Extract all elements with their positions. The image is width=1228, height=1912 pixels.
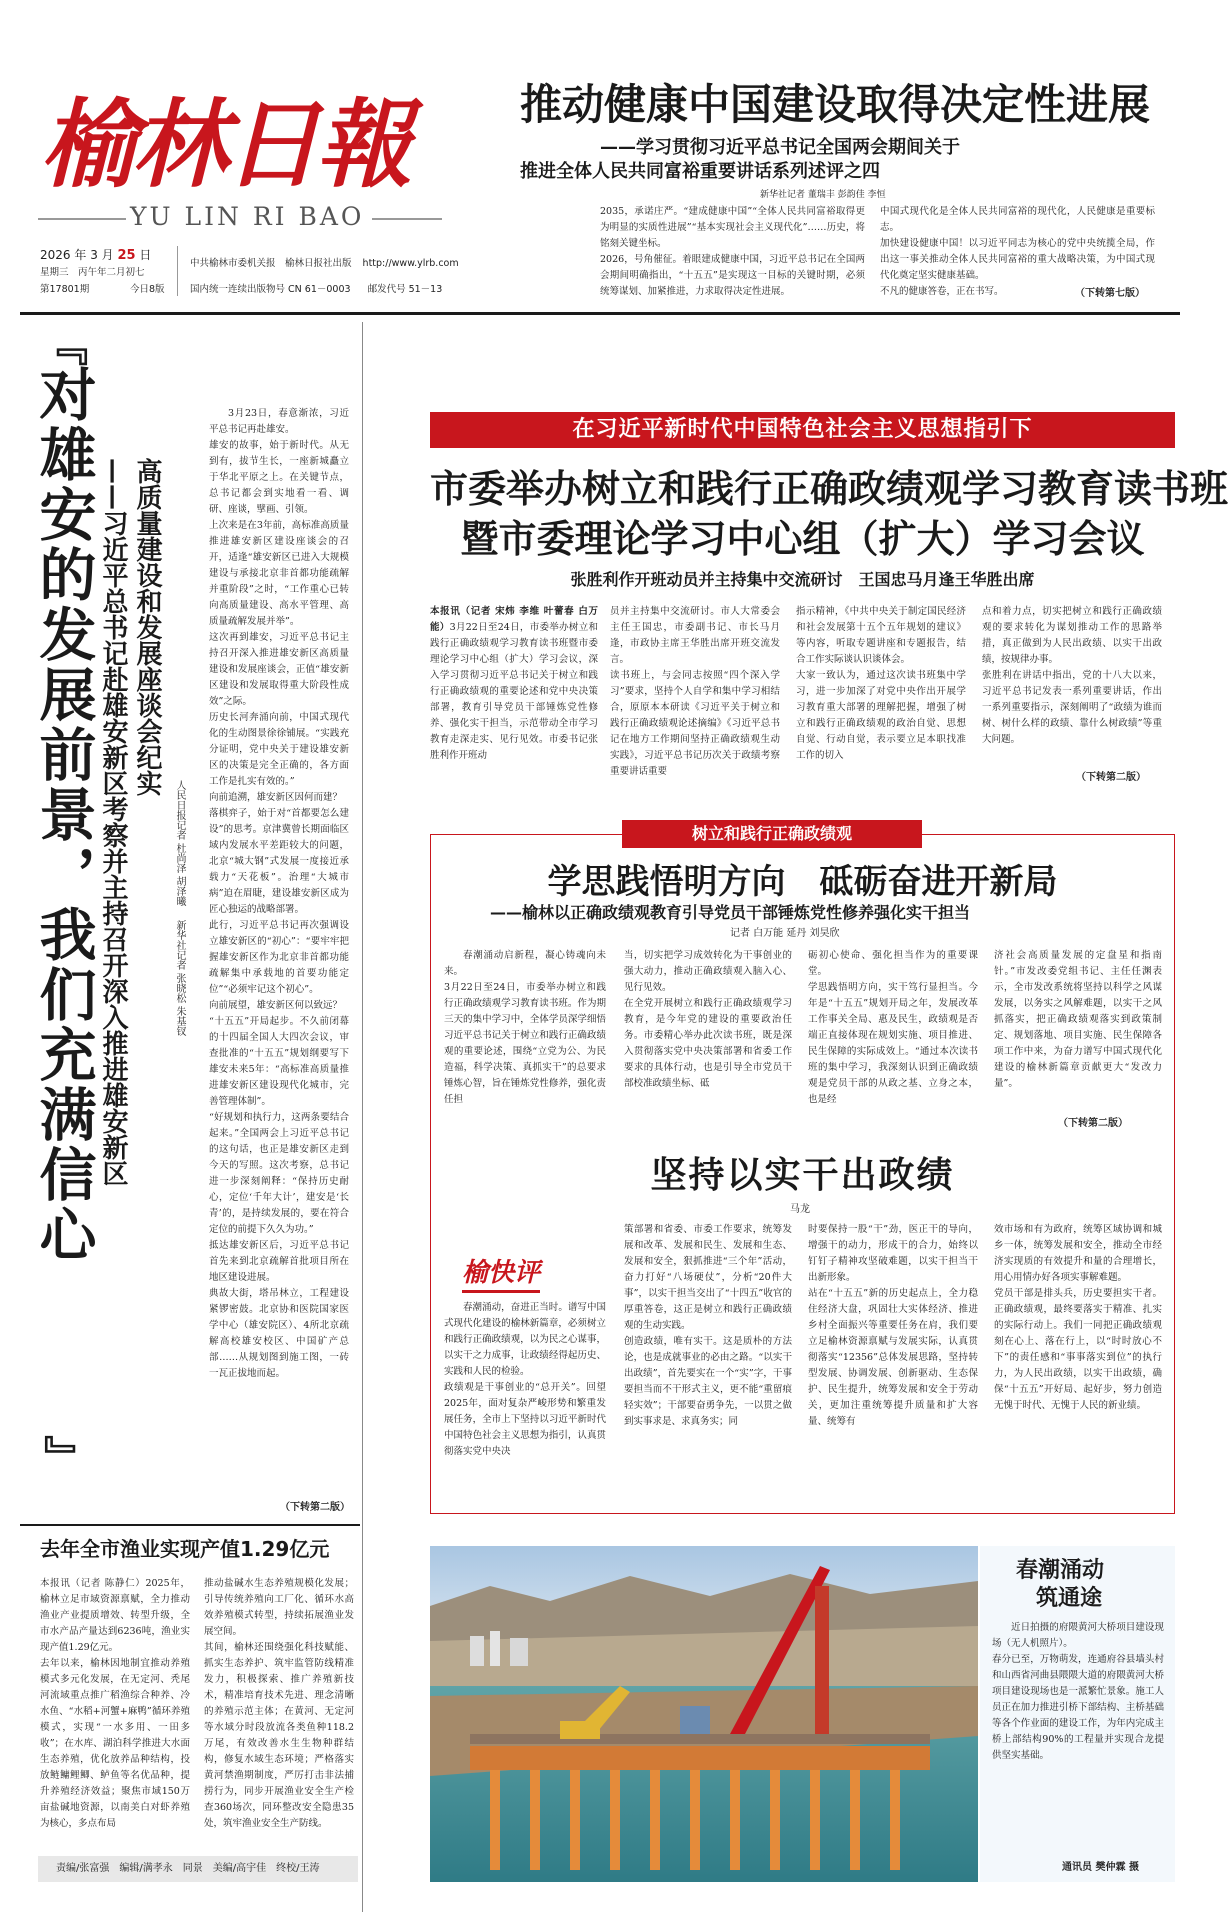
boxed-tag: 树立和践行正确政绩观 — [622, 820, 922, 848]
commentary-col2: 策部署和省委、市委工作要求，统筹发展和改革、发展和民生、发展和生态、发展和安全，狠抓推进“三个年”活动，奋力打好“八场硬仗”，分析“20件大事”，以实干担当交出了“十四五”收官的厚重答卷，这正是树立和践行正确政绩观的生动实践。 创造政绩，唯有实干。这是质朴的方法论，也是成就事业的必由之路。“以实干出政绩”，首先要实在一个“实”字，干事要担当而不干形式主义，更不能“重留痕轻实效”；干部要奋勇争先，一以贯之做到实事求是、求真务实；同 — [624, 1224, 792, 1427]
bridge-photo[interactable] — [430, 1546, 978, 1882]
photo-title-line1: 春潮涌动 — [1016, 1557, 1105, 1583]
publisher-info — [190, 256, 459, 272]
main-col1-text: 3月22日至24日，市委举办树立和践行正确政绩观学习教育读书班暨市委理论学习中心组（扩大）学习会议，深入学习贯彻习近平总书记关于树立和践行正确政绩观的重要论述和党中央决策部署，教育引导党员干部锤炼党性修养、强化实干担当，示范带动全市学习教育走深走实、见行见效。市委书记张胜利作开班动 — [430, 622, 598, 761]
boxed-col1: 春潮涌动启新程，凝心铸魂向未来。 3月22日至24日，市委举办树立和践行正确政绩观学习教育读书班。作为期三天的集中学习中，全体学员深学细悟习近平总书记关于树立和践行正确政绩观的重要论述，围绕“立党为公、为民造福，科学决策、真抓实干”的总要求锤炼心智，旨在锤炼党性修养，强化责任担 — [444, 950, 606, 1105]
main-title-line2[interactable]: 暨市委理论学习中心组（扩大）学习会议 — [460, 516, 1145, 561]
top-story-sub2: 推进全体人民共同富裕重要讲话系列述评之四 — [520, 161, 880, 182]
masthead-rule-right — [372, 218, 442, 220]
masthead-logo[interactable]: 榆林日報 — [40, 88, 408, 201]
postal-code: 邮发代号 51－13 — [367, 284, 443, 295]
commentary-title[interactable]: 坚持以实干出政绩 — [650, 1154, 955, 1196]
main-col2: 员并主持集中交流研讨。市人大常委会主任王国忠，市委副书记、市长马月逢，市政协主席王华胜出席开班交流发言。 读书班上，与会同志按照“四个深入学习”要求，坚持个人自学和集中学习相结合，原原本本研读《习近平关于树立和践行正确政绩观论述摘编》《习近平总书记在地方工作期间坚持正确政绩观生动实践》，习近平总书记历次关于政绩考察重要讲话重要 — [610, 606, 780, 777]
website-link[interactable]: http://www.ylrb.com — [362, 258, 459, 269]
commentary-col4: 效市场和有为政府，统筹区域协调和城乡一体，统筹发展和安全，推动全市经济实现质的有效提升和量的合理增长，用心用情办好各项实事解难题。 党员干部是排头兵，历史要担实干者。正确政绩观，最终要落实于精准、扎实的实际行动上。我们一同把正确政绩观刻在心上、落在行上，以“时时放心不下”的责任感和“事事落实到位”的执行力，为人民出政绩，以实干出政绩，确保“十五五”开好局、起好步，努力创造无愧于时代、无愧于人民的新业绩。 — [994, 1224, 1162, 1411]
date-year: 2026 年 — [40, 248, 87, 262]
main-subtitle: 张胜利作开班动员并主持集中交流研讨 王国忠马月逢王华胜出席 — [570, 570, 1035, 589]
main-col1 — [430, 604, 598, 786]
commentary-col3: 时要保持一股“干”劲，医正干的导向，增强干的动力，形成干的合力，始终以钉钉子精神攻坚破难题，以实干担当干出新形象。 站在“十五五”新的历史起点上，全力稳住经济大盘，巩固壮大实体经济、推进乡村全面振兴等重要任务在肩，我们要立足榆林资源禀赋与发展实际，认真贯彻落实“12356”总体发展思路，坚持转型发展、协调发展、创新驱动、生态保护、民生提升，统筹发展和安全于劳动关，更加注重统筹提升质量和扩大容量、统筹有 — [808, 1224, 978, 1427]
date-month: 3 月 — [90, 248, 114, 262]
top-story-continued[interactable]: （下转第七版） — [1075, 288, 1145, 299]
left-feature-byline2: 新华社记者 张晓松 朱基钗 — [174, 920, 185, 1037]
left-feature-title[interactable]: 对雄安的发展前景，我们充满信心 — [30, 365, 96, 1265]
date-day: 25 — [117, 248, 136, 263]
top-story-sub1: ——学习贯彻习近平总书记全国两会期间关于 — [600, 137, 960, 158]
top-story-col2: 中国式现代化是全体人民共同富裕的现代化，人民健康是重要标志。 加快建设健康中国！以习近平同志为核心的党中央统揽全局，作出这一事关推动全体人民共同富裕的重大战略决策，为中国式现代化奠定坚实健康基础。 不凡的健康答卷，正在书写。 — [880, 206, 1155, 297]
photo-credit: 通讯员 樊仲霖 摄 — [1062, 1862, 1139, 1873]
boxed-subtitle: ——榆林以正确政绩观教育引导党员干部锤炼党性修养强化实干担当 — [490, 903, 971, 922]
weekday-lunar: 星期三 丙午年二月初七 — [40, 267, 145, 278]
commentary-logo: 榆快评 — [462, 1256, 540, 1293]
editor-credits: 责编/张富强 编辑/满孝永 同景 美编/高宇佳 终校/王涛 — [38, 1856, 358, 1882]
top-story-col1: 2035，承诺庄严。“建成健康中国”“全体人民共同富裕取得更为明显的实质性进展”“基本实现社会主义现代化”……历史，将铭刻关键坐标。 2026，号角催征。着眼建成健康中国，习近平总书记在全国两会期间明确指出，“十五五”是实现这一目标的关键时期，必须统筹谋划、加紧推进，力求取得决定性进展。 — [600, 206, 865, 297]
commentary-col1: 春潮涌动，奋进正当时。谱写中国式现代化建设的榆林新篇章，必须树立和践行正确政绩观，以为民之心谋事，以实干之力成事，让政绩经得起历史、实践和人民的检验。 政绩观是干事创业的“总开关”。回望2025年，面对复杂严峻形势和繁重发展任务，全市上下坚持以习近平新时代中国特色社会主义思想为指引，认真贯彻落实党中央决 — [444, 1302, 606, 1457]
left-feature-bottom-rule — [20, 1524, 360, 1526]
date-divider — [177, 246, 178, 296]
main-byline: 本报讯（记者 宋炜 李维 叶蕾春 白万能） — [430, 606, 598, 633]
boxed-title[interactable]: 学思践悟明方向 砥砺奋进开新局 — [547, 862, 1058, 902]
boxed-byline: 记者 白万能 延丹 刘昊欣 — [730, 928, 840, 939]
fishery-col2: 推动盐碱水生态养殖规模化发展；引导传统养殖向工厂化、循环水高效养殖模式转型，持续拓展渔业发展空间。 其间，榆林还围绕强化科技赋能、抓实生态养护、筑牢监管防线精准发力，积极探索、推广养殖新技术，精准培育技术先进、理念清晰的养殖示范主体；在黄河、无定河等水域分时段放流各类鱼种118.2万尾，有效改善水生生物种群结构，修复水域生态环境；严格落实黄河禁渔期制度，严厉打击非法捕捞行为，同步开展渔业安全生产检查360场次，同环整改安全隐患35处，筑牢渔业安全生产防线。 — [204, 1578, 354, 1829]
main-col3: 指示精神，《中共中央关于制定国民经济和社会发展第十五个五年规划的建议》等内容，听取专题讲座和专题报告，结合工作实际谈认识谈体会。 大家一致认为，通过这次读书班集中学习，进一步加深了对党中央作出开展学习教育重大部署的理解把握，增强了树立和践行正确政绩观的政治自觉、思想自觉、行动自觉，表示要立足本职找准工作的切入 — [796, 606, 966, 761]
main-col4: 点和着力点，切实把树立和践行正确政绩观的要求转化为谋划推动工作的思路举措，真正做到为人民出政绩、以实干出政绩，按规律办事。 张胜利在讲话中指出，党的十八大以来，习近平总书记发表一系列重要讲话，作出一系列重要指示，深刻阐明了“政绩为谁而树、树什么样的政绩、靠什么树政绩”等重大问题。 — [982, 606, 1162, 745]
left-feature-continued[interactable]: （下转第二版） — [280, 1502, 350, 1513]
fishery-col1: 本报讯（记者 陈静仁）2025年，榆林立足市域资源禀赋，全力推动渔业产业提质增效、转型升级，全市水产品产量达到6236吨，渔业实现产值1.29亿元。 去年以来，榆林因地制宜推动养殖模式多元化发展，在无定河、秃尾河流域重点推广稻渔综合种养、冷水鱼、“水稻+河蟹+麻鸭”循环养殖模式，实现“一水多用、一田多收”；在水库、湖泊科学推进大水面生态养殖，优化放养品种结构，投放鲢鳙鲤鲫、鲈鱼等名优品种，提升养殖经济效益；聚焦市域150万亩盐碱地资源，以南美白对虾养殖为核心，多点布局 — [40, 1578, 190, 1829]
top-story-byline: 新华社记者 董瑞丰 彭韵佳 李恒 — [760, 190, 886, 200]
commentary-author: 马龙 — [790, 1204, 810, 1215]
left-feature-subtitle: 高质量建设和发展座谈会纪实 — [132, 458, 162, 796]
masthead-divider — [20, 312, 1180, 315]
red-banner: 在习近平新时代中国特色社会主义思想指引下 — [572, 417, 1033, 442]
boxed-col4: 济社会高质量发展的定盘星和指南针。”市发改委党组书记、主任任渊表示，全市发改系统将坚持以科学之风谋发展，以务实之风解难题，以实干之风抓落实，把正确政绩观落实到政策制定、规划落地、项目实施、民生保障各项工作中来，为奋力谱写中国式现代化建设的榆林新篇章贡献更大“发改力量”。 — [994, 950, 1162, 1089]
photo-title-line2: 筑通途 — [1036, 1585, 1103, 1611]
top-story-title[interactable]: 推动健康中国建设取得决定性进展 — [520, 80, 1151, 129]
bridge-construction-image — [430, 1546, 978, 1882]
left-feature-byline1: 人民日报记者 杜尚泽 胡泽曦 — [174, 780, 185, 907]
date-day-unit: 日 — [139, 248, 152, 262]
cn-number: 国内统一连续出版物号 CN 61－0003 — [190, 284, 351, 295]
left-column-divider — [362, 322, 363, 1912]
boxed-col3: 砺初心使命、强化担当作为的重要课堂。 学思践悟明方向，实干笃行显担当。今年是“十五五”规划开局之年，发展改革工作事关全局、惠及民生，政绩观是否端正直接体现在规划实施、项目推进、民生保障的实际成效上。“通过本次读书班的集中学习，我深刻认识到正确政绩观是党员干部的从政之基、立身之本，也是经 — [808, 950, 978, 1105]
issue-number: 第17801期 — [40, 284, 90, 295]
photo-caption: 近日拍摄的府隈黄河大桥项目建设现场（无人机照片）。 春分已至，万物萌发，连通府谷县墙头村和山西省河曲县隈隈大道的府隈黄河大桥项目建设现场也是一派繁忙景象。施工人员正在加力推进引桥下部结构、主桥基础等各个作业面的建设工作，为年内完成主桥上部结构90%的工程量并实现合龙提供坚实基础。 — [992, 1622, 1164, 1761]
boxed-col2: 当，切实把学习成效转化为干事创业的强大动力，推动正确政绩观入脑入心、见行见效。 在全党开展树立和践行正确政绩观学习教育，是今年党的建设的重要政治任务。市委精心举办此次读书班，既是深入贯彻落实党中央决策部署和省委工作要求的具体行动，也是引导全市党员干部校准政绩坐标、砥 — [624, 950, 792, 1089]
registration-info — [190, 282, 442, 298]
fishery-title[interactable]: 去年全市渔业实现产值1.29亿元 — [40, 1537, 330, 1561]
boxed-continued[interactable]: （下转第二版） — [1058, 1118, 1128, 1129]
left-feature-sub2: ——习近平总书记赴雄安新区考察并主持召开深入推进雄安新区 — [98, 458, 128, 1186]
masthead-pinyin: YU LIN RI BAO — [130, 202, 365, 231]
left-feature-open-quote: 『 — [36, 322, 87, 366]
main-continued[interactable]: （下转第二版） — [1076, 772, 1146, 783]
left-feature-body: 3月23日，春意渐浓，习近平总书记再赴雄安。 雄安的故事，始于新时代。从无到有，拔节生长，一座新城矗立于华北平原之上。在关键节点，总书记都会到实地看一看、调研、座谈，擘画、引领。 上次来是在3年前，高标准高质量推进雄安新区建设座谈会的召开，适逢“雄安新区已进入大规模建设与承接北京非首都功能疏解并重阶段”之时，“工作重心已转向高质量建设、高水平管理、高质量疏解发展并举”。 这次再到雄安，习近平总书记主持召开深入推进雄安新区高质量建设和发展座谈会，正值“雄安新区建设和发展取得重大阶段性成效”之际。 历史长河奔涌向前，中国式现代化的生动图景徐徐铺展。“实践充分证明，党中央关于建设雄安新区的决策是完全正确的，各方面工作是扎实有效的。” 向前追溯，雄安新区因何而建？ 落棋弈子，始于对“首都要怎么建设”的思考。京津冀曾长期面临区域内发展水平差距较大的问题，北京“城大钢”式发展一度接近承载力“天花板”。治理“大城市病”迫在眉睫，建设雄安新区成为匠心独运的战略部署。 此行，习近平总书记再次强调设立雄安新区的“初心”：“要牢牢把握雄安新区作为北京非首都功能疏解集中承载地的首要功能定位”“必须牢记这个初心”。 向前展望，雄安新区何以致远？ “十五五”开局起步。不久前闭幕的十四届全国人大四次会议，审查批准的“十五五”规划纲要写下雄安未来5年：“高标准高质量推进雄安新区建设现代化城市，完善管理体制”。 “好规划和执行力，这两条要结合起来。”全国两会上习近平总书记的这句话，也正是雄安新区走到今天的写照。这次考察，总书记进一步深刻阐释：“保持历史耐心，定位‘千年大计’，建安是‘长青’的，是持续发展的，要在符合定位的前提下久久为功。” 抵达雄安新区后，习近平总书记首先来到北京疏解首批项目所在地区建设进展。 典故大街，塔吊林立，工程建设紧锣密鼓。北京协和医院国家医学中心（雄安院区）、4所北京疏解高校雄安校区、中国矿产总部……从规划图到施工图，一砖一瓦正拔地而起。 — [209, 408, 349, 1379]
left-feature-close-quote: 』 — [36, 1435, 87, 1479]
page-count: 今日8版 — [130, 284, 165, 295]
masthead-date — [40, 247, 151, 264]
masthead-rule — [38, 218, 126, 220]
main-title-line1[interactable]: 市委举办树立和践行正确政绩观学习教育读书班 — [430, 466, 1228, 511]
publisher-organ: 中共榆林市委机关报 榆林日报社出版 — [190, 258, 352, 269]
